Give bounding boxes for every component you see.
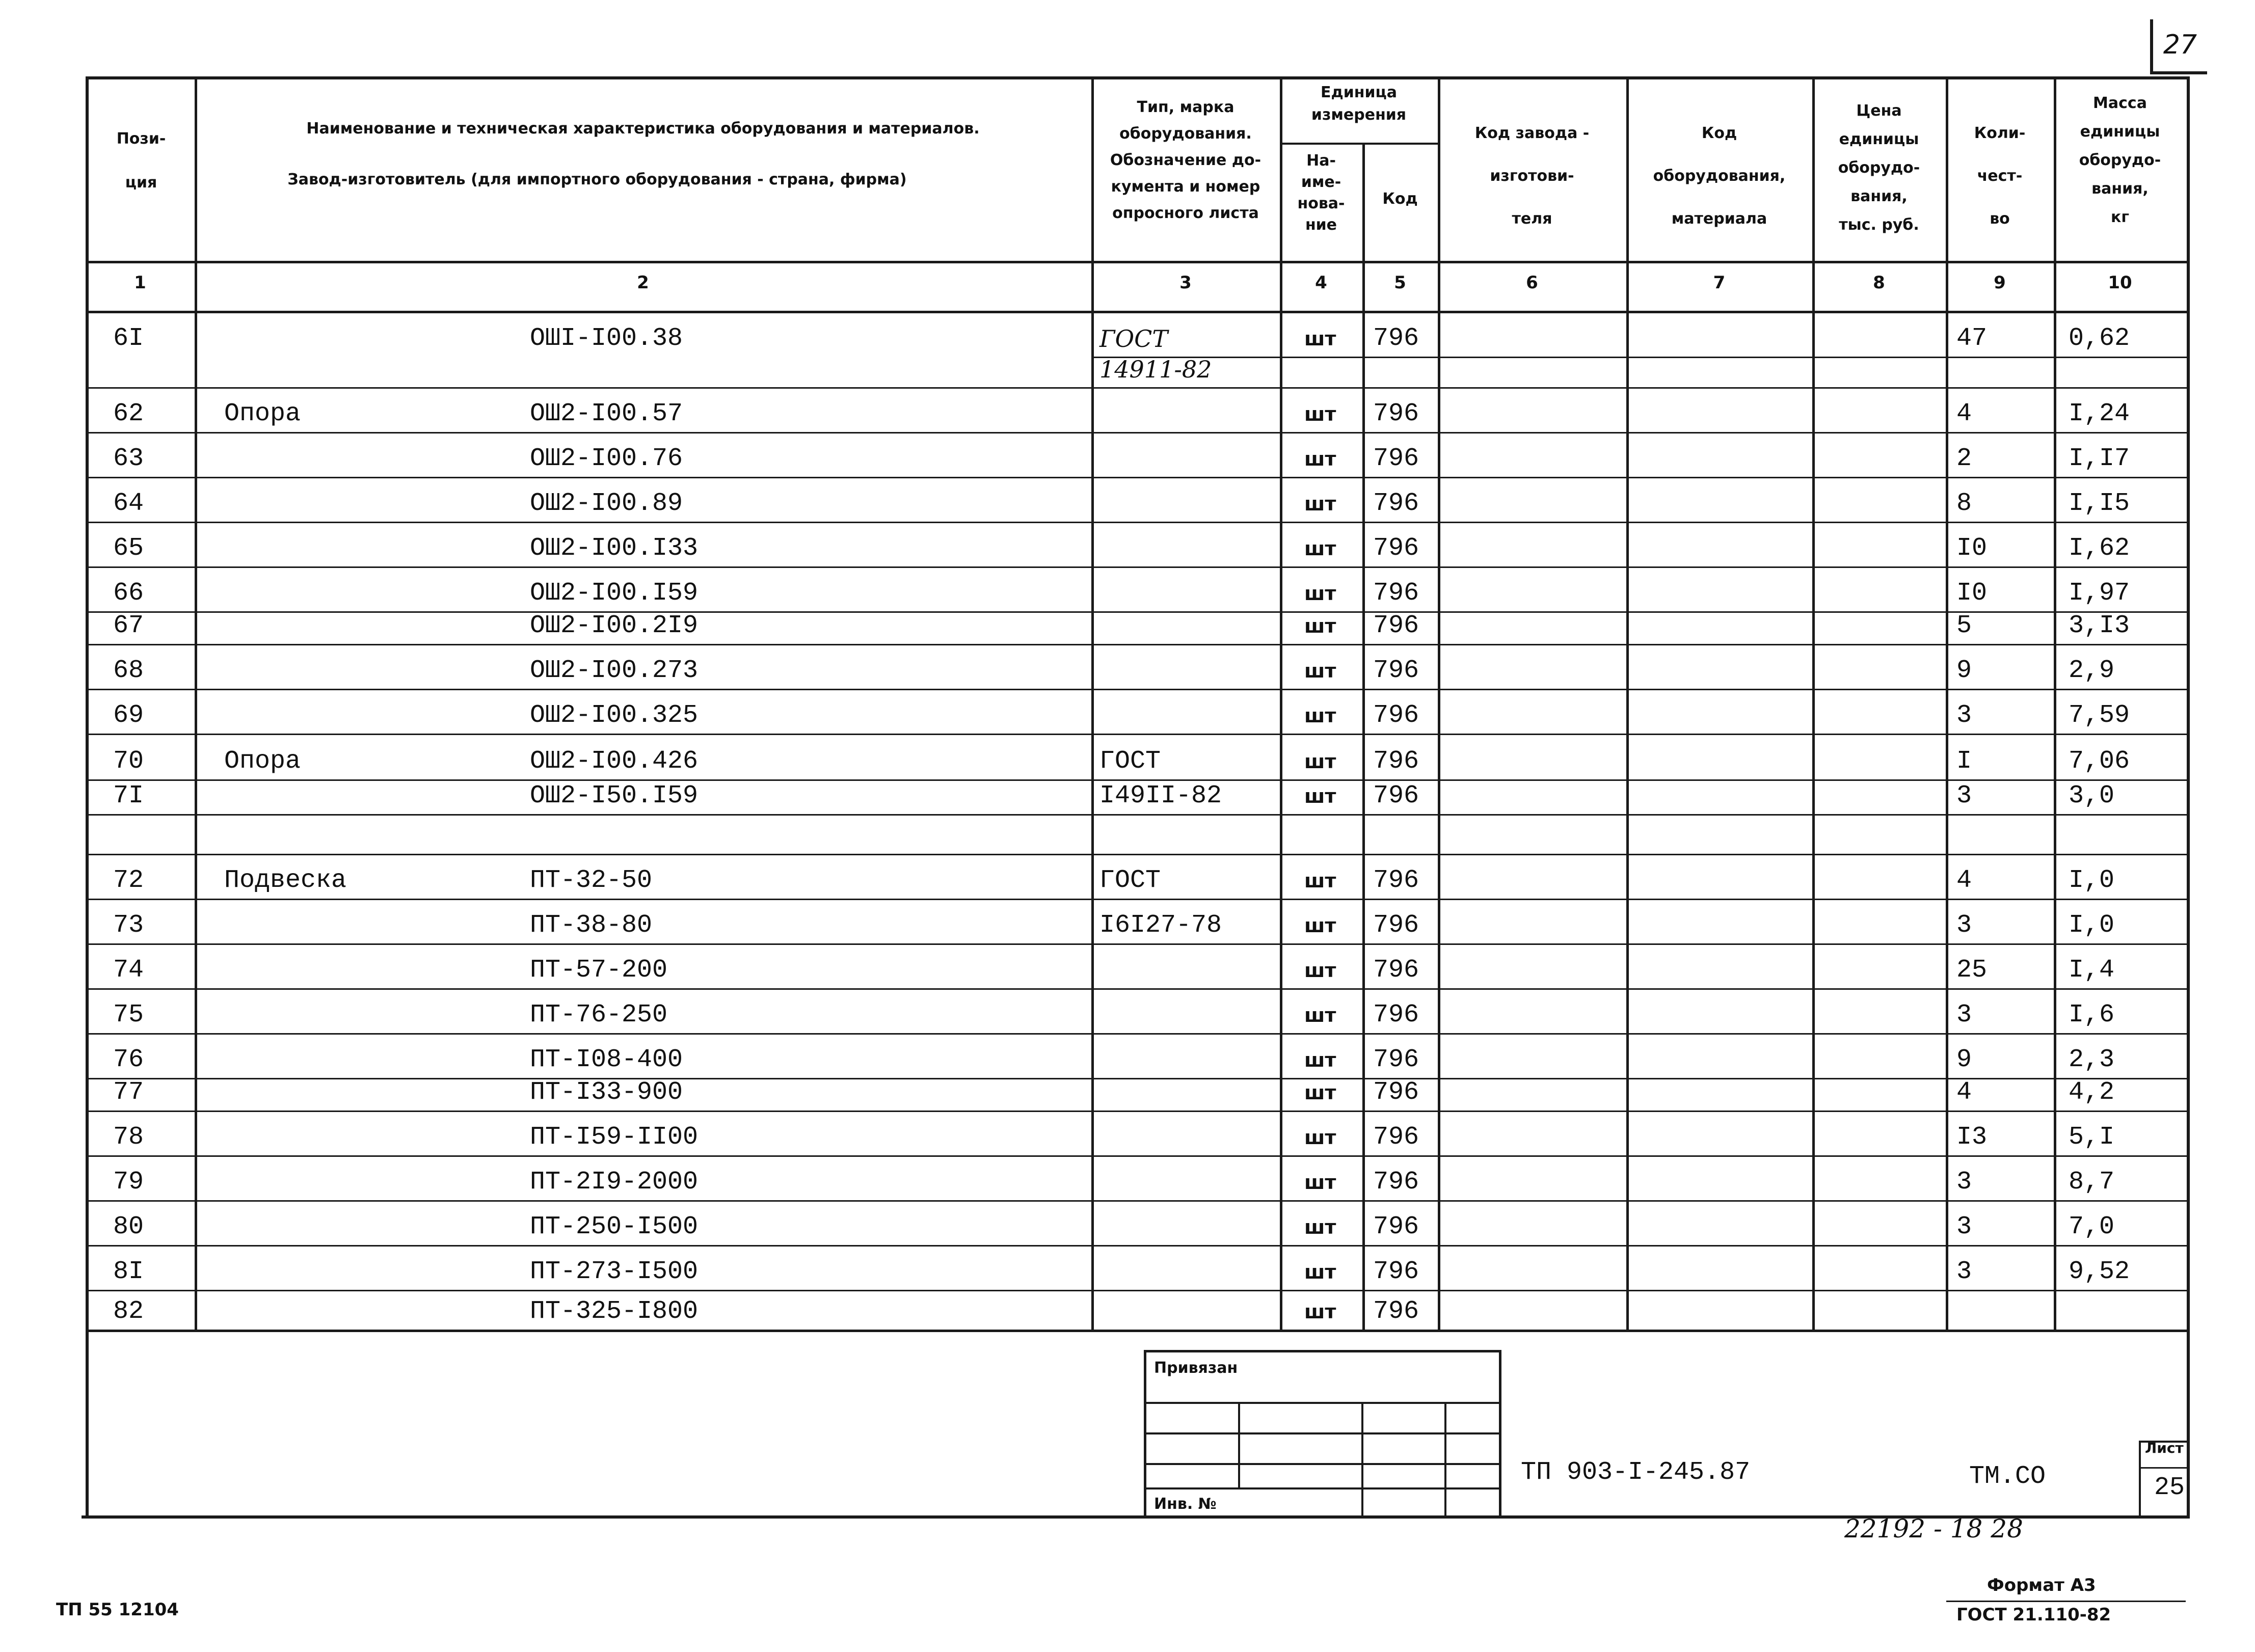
cell-qty: 4 — [1956, 866, 1972, 895]
header-mass: Масса единицы оборудо- вания, кг — [2079, 94, 2161, 226]
column-line — [1362, 143, 1365, 1330]
cell-pos: 73 — [113, 911, 144, 940]
column-line — [1946, 76, 1948, 1330]
cell-mark: ОШ2-І00.І33 — [530, 534, 699, 563]
cell-doc: І49ІІ-82 — [1099, 781, 1222, 810]
column-line — [1438, 76, 1440, 1330]
cell-qty: 9 — [1956, 1045, 1972, 1074]
row-line — [86, 779, 2190, 781]
column-number: 9 — [1994, 273, 2006, 293]
cell-mark: ПТ-І08-400 — [530, 1045, 683, 1074]
cell-pos: 75 — [113, 1000, 144, 1030]
cell-mark: ПТ-250-І500 — [530, 1212, 699, 1241]
cell-code: 796 — [1373, 324, 1419, 353]
column-line — [1280, 76, 1282, 1330]
cell-qty: 3 — [1956, 1257, 1972, 1286]
cell-unit: шт — [1304, 750, 1336, 773]
row-line — [86, 734, 2190, 735]
cell-code: 796 — [1373, 866, 1419, 895]
column-number: 1 — [134, 273, 146, 293]
cell-mark: ПТ-325-І800 — [530, 1297, 699, 1326]
sheet-box-divider — [2139, 1467, 2190, 1469]
cell-pos: 82 — [113, 1297, 144, 1326]
stamp-top — [1144, 1350, 1500, 1352]
column-number: 5 — [1394, 273, 1406, 293]
header-name-line1: Наименование и техническая характеристика оборудования и материалов. — [306, 120, 980, 138]
column-line — [195, 76, 197, 1330]
header-type-mark: Тип, марка оборудования. Обозначение до- кумента и номер опросного листа — [1110, 98, 1261, 222]
cell-doc: ГОСТ — [1099, 866, 1161, 895]
cell-qty: 3 — [1956, 781, 1972, 810]
cell-qty: 2 — [1956, 444, 1972, 473]
header-name-line2: Завод-изготовитель (для импортного оборудования - страна, фирма) — [287, 171, 907, 188]
header-divider — [86, 261, 2190, 263]
cell-mass: І,0 — [2069, 866, 2115, 895]
cell-name: Подвеска — [224, 866, 347, 895]
cell-code: 796 — [1373, 1078, 1419, 1107]
cell-mass: 0,62 — [2069, 324, 2130, 353]
footer-gost: ГОСТ 21.110-82 — [1956, 1605, 2111, 1625]
cell-code: 796 — [1373, 1257, 1419, 1286]
sheet-number: 25 — [2154, 1473, 2185, 1502]
row-line — [86, 1245, 2190, 1247]
stamp-inv-no: Инв. № — [1154, 1495, 1217, 1513]
cell-unit: шт — [1304, 582, 1336, 605]
page-number: 27 — [2150, 19, 2207, 74]
stamp-col — [1238, 1402, 1240, 1487]
cell-unit: шт — [1304, 1261, 1336, 1283]
column-number: 8 — [1873, 273, 1885, 293]
cell-unit: шт — [1304, 1171, 1336, 1194]
row-line — [86, 477, 2190, 478]
cell-unit: шт — [1304, 1126, 1336, 1149]
cell-code: 796 — [1373, 1212, 1419, 1241]
cell-mass: І,62 — [2069, 534, 2130, 563]
column-line — [1091, 76, 1094, 1330]
handwritten-number: 22192 - 18 28 — [1844, 1514, 2023, 1543]
stamp-row — [1144, 1402, 1500, 1404]
cell-mass: І,6 — [2069, 1000, 2115, 1030]
cell-doc: І6І27-78 — [1099, 911, 1222, 940]
cell-mass: 3,І3 — [2069, 611, 2130, 640]
row-line — [86, 1290, 2190, 1291]
sheet-label: Лист — [2145, 1440, 2184, 1456]
column-number: 2 — [637, 273, 649, 293]
cell-unit: шт — [1304, 870, 1336, 892]
column-number: 10 — [2108, 273, 2132, 293]
cell-qty: 4 — [1956, 399, 1972, 428]
cell-mark: ПТ-І33-900 — [530, 1078, 683, 1107]
stamp-privyazan: Привязан — [1154, 1359, 1238, 1377]
cell-qty: 3 — [1956, 1212, 1972, 1241]
sheet-box-left — [2139, 1441, 2141, 1517]
cell-unit: шт — [1304, 493, 1336, 515]
cell-pos: 6I — [113, 324, 144, 353]
column-number: 7 — [1713, 273, 1726, 293]
cell-mass: 7,59 — [2069, 701, 2130, 730]
row-line — [86, 1078, 2190, 1079]
unit-group-divider — [1280, 143, 1438, 145]
cell-mark: ОШ2-І00.426 — [530, 747, 699, 776]
cell-pos: 70 — [113, 747, 144, 776]
cell-qty: І0 — [1956, 579, 1988, 608]
cell-unit: шт — [1304, 1004, 1336, 1026]
column-line — [2054, 76, 2056, 1330]
cell-code: 796 — [1373, 781, 1419, 810]
numbers-divider — [86, 311, 2190, 313]
header-unit-name: На- име- нова- ние — [1297, 152, 1345, 234]
cell-pos: 77 — [113, 1078, 144, 1107]
cell-mass: 2,9 — [2069, 656, 2115, 685]
cell-mass: І,І7 — [2069, 444, 2130, 473]
cell-qty: І — [1956, 747, 1972, 776]
cell-unit: шт — [1304, 1081, 1336, 1104]
cell-pos: 64 — [113, 489, 144, 518]
cell-unit: шт — [1304, 537, 1336, 560]
cell-mass: 4,2 — [2069, 1078, 2115, 1107]
cell-code: 796 — [1373, 579, 1419, 608]
cell-qty: 47 — [1956, 324, 1988, 353]
cell-mark: ОШ2-І00.2І9 — [530, 611, 699, 640]
row-line — [86, 689, 2190, 690]
cell-pos: 62 — [113, 399, 144, 428]
cell-doc: ГОСТ — [1099, 325, 1168, 353]
row-line — [86, 988, 2190, 990]
cell-pos: 66 — [113, 579, 144, 608]
document-code: ТП 903-І-245.87 — [1521, 1458, 1751, 1487]
cell-code: 796 — [1373, 1045, 1419, 1074]
cell-qty: 4 — [1956, 1078, 1972, 1107]
header-factory-code: Код завода - изготови- теля — [1474, 124, 1590, 228]
cell-mark: ОШ2-І00.І59 — [530, 579, 699, 608]
cell-mark: ОШ2-І00.76 — [530, 444, 683, 473]
cell-unit: шт — [1304, 403, 1336, 425]
cell-code: 796 — [1373, 1297, 1419, 1326]
cell-code: 796 — [1373, 489, 1419, 518]
row-line — [86, 899, 2190, 900]
footer-rule — [1946, 1601, 2186, 1602]
cell-pos: 76 — [113, 1045, 144, 1074]
column-number: 6 — [1526, 273, 1538, 293]
header-quantity: Коли- чест- во — [1974, 124, 2026, 228]
cell-code: 796 — [1373, 701, 1419, 730]
header-equipment-code: Код оборудования, материала — [1653, 124, 1786, 228]
row-line — [86, 854, 2190, 855]
cell-mark: ОШ2-І00.89 — [530, 489, 683, 518]
cell-qty: 8 — [1956, 489, 1972, 518]
cell-qty: 25 — [1956, 956, 1988, 985]
cell-mass: І,4 — [2069, 956, 2115, 985]
cell-pos: 63 — [113, 444, 144, 473]
row-line — [86, 432, 2190, 434]
cell-pos: 68 — [113, 656, 144, 685]
row-line — [86, 566, 2190, 568]
cell-pos: 8І — [113, 1257, 144, 1286]
cell-code: 796 — [1373, 656, 1419, 685]
cell-name: Опора — [224, 747, 301, 776]
cell-mass: 7,0 — [2069, 1212, 2115, 1241]
cell-mass: 7,06 — [2069, 747, 2130, 776]
cell-name: Опора — [224, 399, 301, 428]
column-line — [1812, 76, 1815, 1330]
cell-mark: ПТ-І59-ІІ00 — [530, 1123, 699, 1152]
cell-unit: шт — [1304, 660, 1336, 682]
cell-unit: шт — [1304, 785, 1336, 807]
cell-qty: І3 — [1956, 1123, 1988, 1152]
cell-mark: ПТ-76-250 — [530, 1000, 668, 1030]
cell-qty: І0 — [1956, 534, 1988, 563]
cell-mass: 3,0 — [2069, 781, 2115, 810]
row-line — [1091, 357, 2187, 358]
cell-code: 796 — [1373, 1123, 1419, 1152]
stamp-col — [1444, 1402, 1446, 1515]
cell-pos: 69 — [113, 701, 144, 730]
cell-unit: шт — [1304, 914, 1336, 937]
cell-code: 796 — [1373, 1168, 1419, 1197]
row-line — [86, 1111, 2190, 1112]
cell-pos: 72 — [113, 866, 144, 895]
cell-unit: шт — [1304, 1301, 1336, 1323]
cell-code: 796 — [1373, 611, 1419, 640]
cell-qty: 3 — [1956, 911, 1972, 940]
header-unit-code: Код — [1382, 190, 1418, 208]
cell-mass: 5,І — [2069, 1123, 2115, 1152]
cell-mass: І,І5 — [2069, 489, 2130, 518]
row-line — [86, 1033, 2190, 1035]
row-line — [86, 814, 2190, 816]
cell-unit: шт — [1304, 705, 1336, 727]
cell-mark: ОШ2-І00.57 — [530, 399, 683, 428]
document-section: ТМ.СО — [1969, 1462, 2046, 1491]
row-line — [86, 387, 2190, 389]
cell-qty: 3 — [1956, 701, 1972, 730]
column-number: 4 — [1315, 273, 1327, 293]
cell-mark: ПТ-57-200 — [530, 956, 668, 985]
cell-code: 796 — [1373, 956, 1419, 985]
cell-mark: ПТ-2І9-2000 — [530, 1168, 699, 1197]
cell-unit: шт — [1304, 1216, 1336, 1238]
cell-doc: 14911-82 — [1099, 356, 1212, 383]
row-line — [86, 1155, 2190, 1157]
column-line — [1626, 76, 1629, 1330]
cell-doc: ГОСТ — [1099, 747, 1161, 776]
cell-code: 796 — [1373, 747, 1419, 776]
row-line — [86, 522, 2190, 523]
cell-code: 796 — [1373, 444, 1419, 473]
cell-pos: 74 — [113, 956, 144, 985]
cell-mark: ОШ2-І50.І59 — [530, 781, 699, 810]
table-bottom — [86, 1330, 2190, 1332]
footer-left-code: ТП 55 12104 — [56, 1600, 179, 1620]
cell-mass: І,0 — [2069, 911, 2115, 940]
stamp-row — [1144, 1432, 1500, 1434]
cell-mark: ОШІ-І00.38 — [530, 324, 683, 353]
cell-qty: 3 — [1956, 1000, 1972, 1030]
cell-mark: ПТ-273-І500 — [530, 1257, 699, 1286]
cell-pos: 7І — [113, 781, 144, 810]
cell-pos: 67 — [113, 611, 144, 640]
column-number: 3 — [1179, 273, 1192, 293]
cell-mark: ОШ2-І00.325 — [530, 701, 699, 730]
cell-qty: 9 — [1956, 656, 1972, 685]
cell-mass: І,97 — [2069, 579, 2130, 608]
frame-top — [86, 76, 2190, 79]
cell-mark: ПТ-38-80 — [530, 911, 653, 940]
cell-pos: 65 — [113, 534, 144, 563]
row-line — [86, 644, 2190, 645]
cell-code: 796 — [1373, 534, 1419, 563]
cell-qty: 5 — [1956, 611, 1972, 640]
stamp-col — [1361, 1402, 1363, 1515]
cell-pos: 80 — [113, 1212, 144, 1241]
cell-pos: 79 — [113, 1168, 144, 1197]
cell-unit: шт — [1304, 1049, 1336, 1071]
cell-mass: І,24 — [2069, 399, 2130, 428]
header-unit-group: Единица измерения — [1311, 84, 1407, 124]
cell-mass: 2,3 — [2069, 1045, 2115, 1074]
cell-code: 796 — [1373, 911, 1419, 940]
cell-qty: 3 — [1956, 1168, 1972, 1197]
frame-right — [2187, 76, 2190, 1515]
cell-mass: 9,52 — [2069, 1257, 2130, 1286]
cell-mark: ОШ2-І00.273 — [530, 656, 699, 685]
row-line — [86, 1200, 2190, 1202]
cell-pos: 78 — [113, 1123, 144, 1152]
header-price: Цена единицы оборудо- вания, тыс. руб. — [1838, 102, 1920, 234]
stamp-row — [1144, 1487, 1500, 1489]
cell-code: 796 — [1373, 1000, 1419, 1030]
cell-unit: шт — [1304, 959, 1336, 982]
cell-unit: шт — [1304, 328, 1336, 350]
footer-format: Формат А3 — [1987, 1575, 2096, 1595]
row-line — [86, 943, 2190, 945]
row-line — [86, 611, 2190, 613]
cell-mass: 8,7 — [2069, 1168, 2115, 1197]
cell-unit: шт — [1304, 615, 1336, 637]
stamp-row — [1144, 1463, 1500, 1465]
cell-code: 796 — [1373, 399, 1419, 428]
cell-unit: шт — [1304, 448, 1336, 470]
cell-mark: ПТ-32-50 — [530, 866, 653, 895]
header-position: Пози- ция — [116, 130, 166, 192]
